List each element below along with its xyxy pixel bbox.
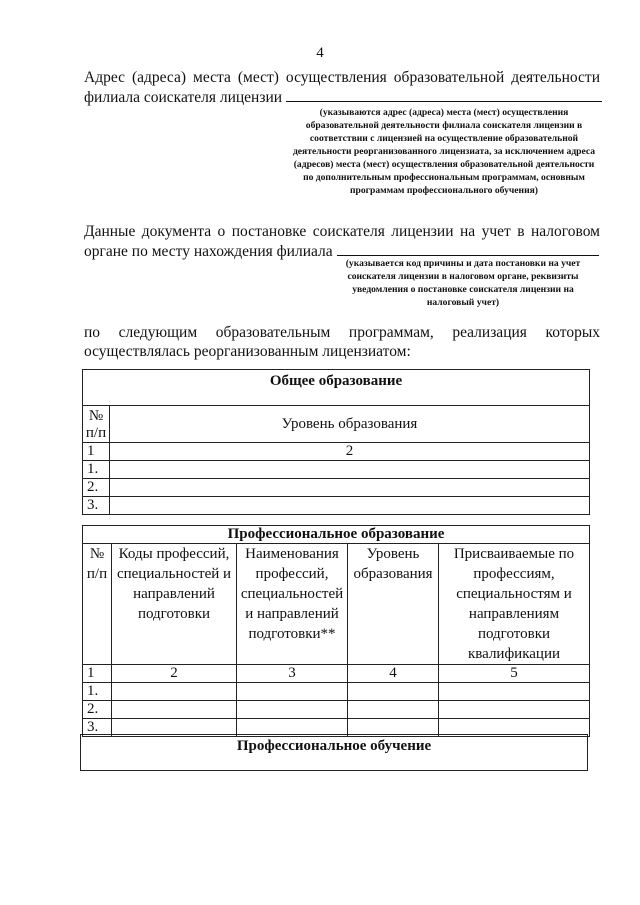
general-idx-2: 2 [110,443,590,461]
prof-idx-5: 5 [439,665,590,683]
prof-cell[interactable] [112,701,237,719]
tax-fill-line[interactable] [337,241,599,256]
prof-cell[interactable] [237,701,348,719]
address-fill-line[interactable] [286,87,602,102]
prof-col-level: Уровень образования [348,544,439,665]
professional-education-table [82,525,590,737]
prof-idx-1: 1 [83,665,112,683]
prof-col-no: № п/п [83,544,112,665]
prof-cell[interactable] [348,683,439,701]
general-education-table [82,369,590,515]
prof-col-names: Наименования профессий, специальностей и направлений подготовки** [237,544,348,665]
address-heading-line1: Адрес (адреса) места (мест) осуществления образовательной деятельности [84,69,600,86]
prof-cell[interactable] [439,701,590,719]
table-row: 3. [83,719,112,737]
tax-hint: (указывается код причины и дата постановки на учет соискателя лицензии в налоговом органе, реквизиты уведомления о постановке соискателя лицензии на налоговый учет) [345,258,581,308]
professional-education-title: Профессиональное образование [83,526,590,544]
prof-cell[interactable] [237,683,348,701]
tax-heading-line2-text: органе по месту нахождения филиала [84,243,333,260]
tax-heading-line1: Данные документа о постановке соискателя лицензии на учет в налоговом [84,223,600,240]
table-row: 2. [83,479,110,497]
table-row: 3. [83,497,110,515]
general-level-cell-3[interactable] [110,497,590,515]
prof-cell[interactable] [112,683,237,701]
general-col-no: № п/п [83,406,110,443]
table-row: 2. [83,701,112,719]
general-col-level: Уровень образования [110,406,590,443]
programs-intro-line1: по следующим образовательным программам, реализация которых [84,324,600,341]
prof-cell[interactable] [348,701,439,719]
general-idx-1: 1 [83,443,110,461]
address-hint: (указываются адрес (адреса) места (мест) осуществления образовательной деятельности филиала соискателя лицензии в соответствии с лицензией на осуществление образовательной деятельности реорганизованного лицензиата, за исключением адреса (адресов) места (мест) осуществления образовательной деятельности по дополнительным профессиональным программам, основным программам профессионального обучения) [292,107,596,196]
table-row: 1. [83,683,112,701]
prof-idx-3: 3 [237,665,348,683]
general-education-title: Общее образование [83,370,590,406]
prof-cell[interactable] [439,683,590,701]
page-number: 4 [316,45,324,61]
prof-idx-2: 2 [112,665,237,683]
professional-training-table [80,734,588,771]
prof-col-qualification: Присваиваемые по профессиям, специальностям и направлениям подготовки квалификации [439,544,590,665]
prof-idx-4: 4 [348,665,439,683]
professional-training-title: Профессиональное обучение [81,735,588,771]
address-heading-line2-text: филиала соискателя лицензии [84,89,283,106]
prof-col-codes: Коды профессий, специальностей и направлений подготовки [112,544,237,665]
general-level-cell-1[interactable] [110,461,590,479]
programs-intro-line2: осуществлялась реорганизованным лицензиатом: [84,343,411,360]
general-level-cell-2[interactable] [110,479,590,497]
table-row: 1. [83,461,110,479]
address-heading-line2 [84,87,602,107]
